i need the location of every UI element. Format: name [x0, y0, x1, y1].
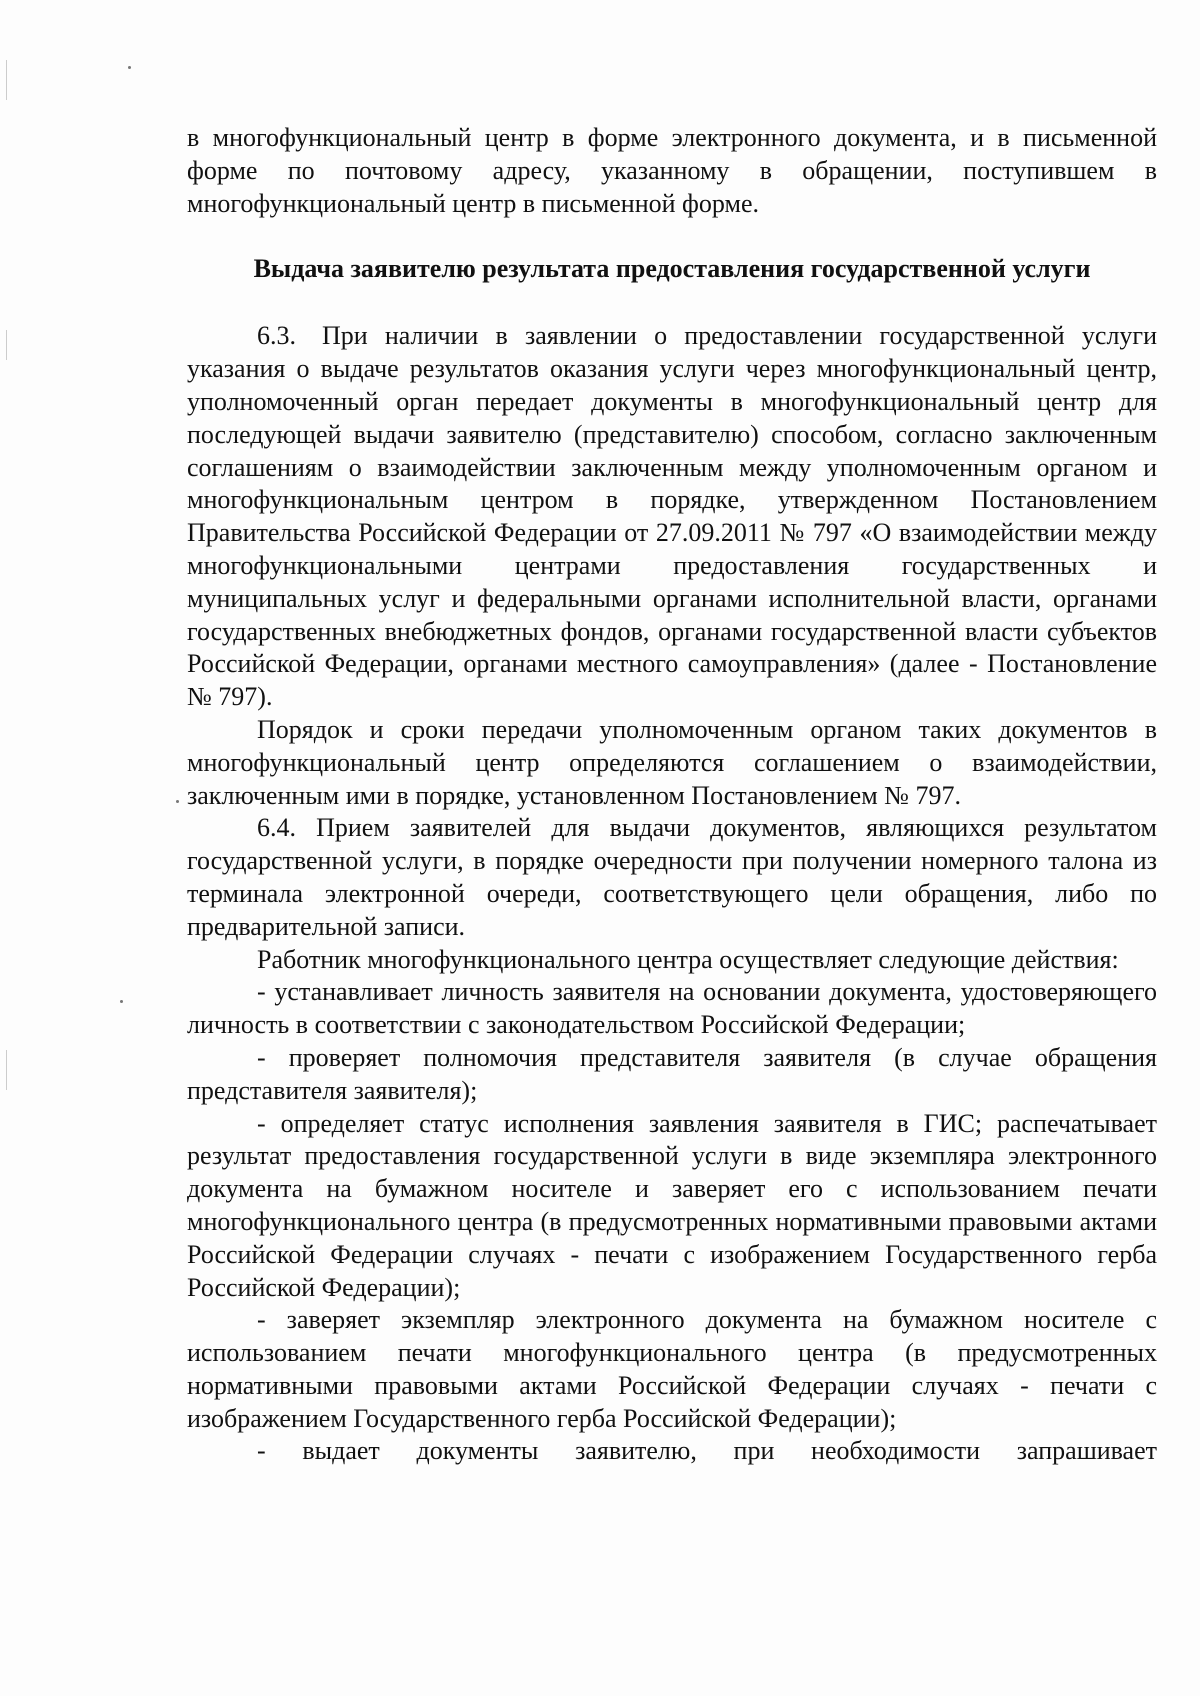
scan-edge-mark: [6, 60, 7, 100]
section-heading: Выдача заявителю результата предоставления государственной услуги: [253, 254, 1091, 284]
list-item-status: - определяет статус исполнения заявления заявителя в ГИС; распечатывает результат предоставления государственной услуги в виде экземпляра электронного документа на бумажном носителе и заверяет его с использованием печати многофункционального центра (в предусмотренных нормативными правовыми актами Российской Федерации случаях - печати с изображением Государственного герба Российской Федерации);: [187, 1108, 1157, 1302]
paragraph-worker-actions: Работник многофункционального центра осуществляет следующие действия:: [257, 944, 1119, 974]
scan-edge-mark: [6, 330, 7, 360]
scan-speck: [176, 800, 179, 803]
paragraph-transfer-terms: Порядок и сроки передачи уполномоченным органом таких документов в многофункциональный центр определяются соглашением о взаимодействии, заключенным ими в порядке, установленном Постановлением № 797.: [187, 714, 1157, 810]
paragraph-6-4: 6.4. Прием заявителей для выдачи документов, являющихся результатом государственной услуги, в порядке очередности при получении номерного талона из терминала электронной очереди, соответствующего цели обращения, либо по предварительной записи.: [187, 813, 1157, 941]
document-body: [187, 122, 1157, 1468]
intro-paragraph: в многофункциональный центр в форме электронного документа, и в письменной форме по почтовому адресу, указанному в обращении, поступившем в многофункциональный центр в письменной форме.: [187, 123, 1157, 218]
scan-speck: [120, 1000, 123, 1003]
list-item-authority: - проверяет полномочия представителя заявителя (в случае обращения представителя заявителя);: [187, 1042, 1157, 1105]
list-item-identity: - устанавливает личность заявителя на основании документа, удостоверяющего личность в соответствии с законодательством Российской Федерации;: [187, 977, 1157, 1040]
scan-speck: [128, 66, 131, 69]
list-item-certify: - заверяет экземпляр электронного документа на бумажном носителе с использованием печати многофункционального центра (в предусмотренных нормативными правовыми актами Российской Федерации случаях - печати с изображением Государственного герба Российской Федерации);: [187, 1305, 1157, 1433]
paragraph-6-3: 6.3. При наличии в заявлении о предоставлении государственной услуги указания о выдаче результатов оказания услуги через многофункциональный центр, уполномоченный орган передает документы в многофункциональный центр для последующей выдачи заявителю (представителю) способом, согласно заключенным соглашениям о взаимодействии заключенным между уполномоченным органом и многофункциональным центром в порядке, утвержденном Постановлением Правительства Российской Федерации от 27.09.2011 № 797 «О взаимодействии между многофункциональными центрами предоставления государственных и муниципальных услуг и федеральными органами исполнительной власти, органами государственных внебюджетных фондов, органами государственной власти субъектов Российской Федерации, органами местного самоуправления» (далее - Постановление № 797).: [187, 321, 1157, 712]
scan-edge-mark: [6, 1050, 7, 1090]
list-item-issue: - выдает документы заявителю, при необходимости запрашивает: [257, 1436, 1157, 1466]
